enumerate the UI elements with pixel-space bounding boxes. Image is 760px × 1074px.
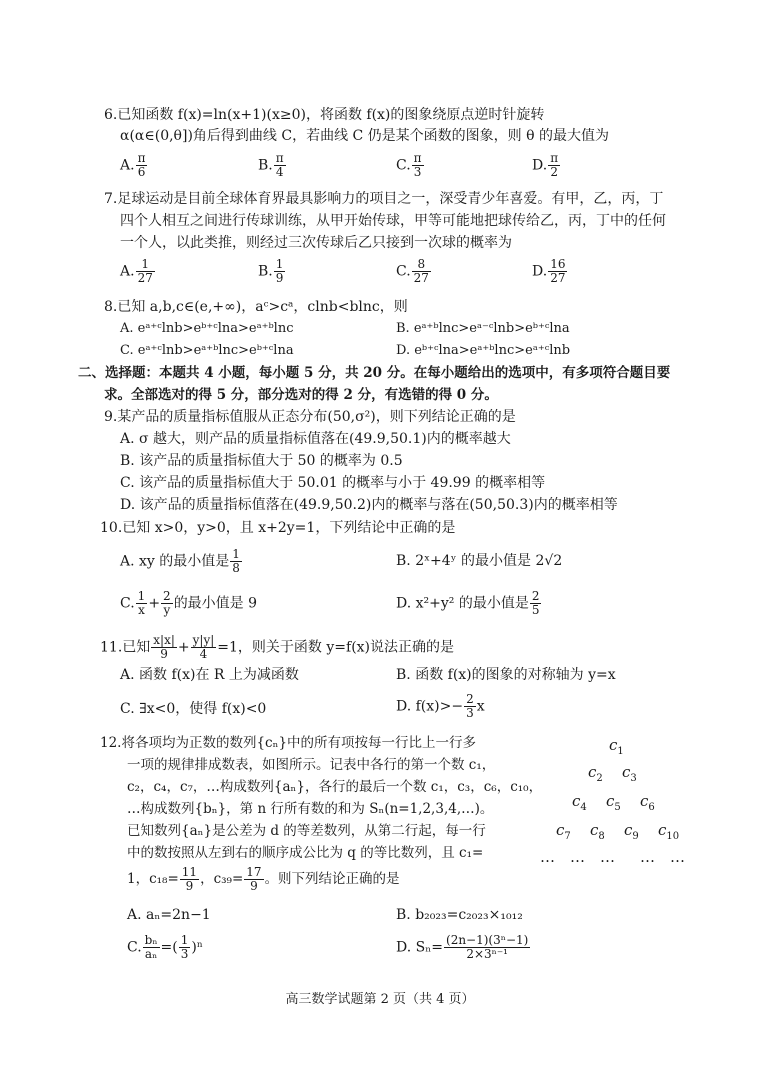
q9-option-b: B. 该产品的质量指标值大于 50 的概率为 0.5 (120, 453, 403, 469)
q10-c-frac1 (136, 590, 148, 617)
q11-option-d (396, 693, 485, 720)
q8-option-c: C. eᵃ⁺ᶜlnb>eᵃ⁺ᵇlnc>eᵇ⁺ᶜlna (120, 343, 294, 358)
q7-option-d (532, 258, 568, 285)
table-c3-base: c (622, 763, 631, 781)
q7-b-num: 1 (275, 257, 284, 271)
q11-f2-num: y|y| (192, 633, 215, 647)
q6-a-label: A. (120, 157, 135, 174)
q6-d-den: 2 (550, 165, 558, 179)
q10-c-label: C. (120, 595, 135, 612)
q11-f2-den: 4 (199, 647, 208, 661)
table-c5-sub: 5 (614, 802, 621, 813)
q11-f1-num: x|x| (153, 633, 175, 647)
q6-c-den: 3 (413, 165, 422, 179)
q6-d-frac (548, 152, 560, 179)
table-c10-sub: 10 (666, 831, 680, 842)
q7-d-den: 27 (550, 271, 566, 285)
q10-a-frac (230, 548, 242, 575)
q12-l7-mid: ，c₃₉= (200, 871, 244, 887)
q8-option-a: A. eᵃ⁺ᶜlnb>eᵇ⁺ᶜlna>eᵃ⁺ᵇlnc (120, 321, 294, 336)
q7-c-frac (412, 258, 431, 285)
q7-option-c (396, 258, 432, 285)
q11-option-a: A. 函数 f(x)在 R 上为减函数 (120, 667, 299, 683)
q12-c-frac (143, 934, 160, 961)
q10-d-text: D. x²+y² 的最小值是 (396, 595, 529, 612)
q6-c-label: C. (396, 157, 411, 174)
q12-line2: 一项的规律排成数表，如图所示。记表中各行的第一个数 c₁， (127, 757, 496, 773)
q12-line1: 12.将各项均为正数的数列{cₙ}中的所有项按每一行比上一行多 (100, 735, 477, 751)
table-c2-base: c (588, 763, 597, 781)
q12-c-label: C. (127, 939, 142, 956)
q7-a-label: A. (120, 263, 135, 280)
q12-c-den: aₙ (144, 947, 158, 961)
q12-c-in-den: 3 (180, 947, 189, 961)
table-c5-base: c (606, 792, 615, 810)
q12-line4: …构成数列{bₙ}，第 n 行所有数的和为 Sₙ(n=1,2,3,4,…)。 (127, 801, 494, 817)
q8-option-d: D. eᵇ⁺ᶜlna>eᵃ⁺ᵇlnc>eᵃ⁺ᶜlnb (396, 343, 571, 358)
table-c6 (640, 792, 655, 813)
table-c1-sub: 1 (617, 746, 624, 757)
q12-line3: c₂，c₄，c₇，…构成数列{aₙ}，各行的最后一个数 c₁，c₃，c₆，c₁₀， (127, 779, 543, 795)
q7-a-frac (136, 258, 155, 285)
q11-option-c: C. ∃x<0，使得 f(x)<0 (120, 701, 267, 717)
q12-c-in-num: 1 (180, 933, 189, 947)
q12-l7-pre: 1，c₁₈= (127, 871, 179, 887)
table-c4-base: c (572, 792, 581, 810)
q11-plus: + (177, 639, 190, 656)
q10-line1: 10.已知 x>0，y>0，且 x+2y=1，下列结论中正确的是 (100, 520, 456, 536)
table-c2-sub: 2 (596, 773, 603, 784)
table-c9 (624, 821, 639, 842)
q12-line6: 中的数按照从左到右的顺序成公比为 q 的等比数列，且 c₁= (127, 845, 484, 861)
table-dots-3: … (600, 848, 615, 866)
q7-line2: 四个人相互之间进行传球训练，从甲开始传球，甲等可能地把球传给乙，丙，丁中的任何 (120, 213, 666, 229)
q6-b-num: π (275, 151, 284, 165)
q12-c-num: bₙ (144, 933, 158, 947)
table-c7 (556, 821, 571, 842)
table-c3 (622, 763, 637, 784)
q7-d-frac (548, 258, 567, 285)
q7-a-num: 1 (136, 258, 155, 272)
q10-option-a (120, 548, 243, 575)
q12-c-in-frac (179, 934, 191, 961)
q11-frac1 (151, 634, 177, 661)
section2-heading-line1: 二、选择题：本题共 4 小题，每小题 5 分，共 20 分。在每小题给出的选项中，有多项符合题目要 (78, 365, 671, 381)
q10-option-c (120, 590, 257, 617)
q6-option-c (396, 152, 425, 179)
q9-option-d: D. 该产品的质量指标值落在(49.9,50.2)内的概率与落在(50,50.3)内的概率相等 (120, 497, 618, 513)
q10-a-num: 1 (232, 547, 240, 561)
table-c6-base: c (640, 792, 649, 810)
q12-l7-post: 。则下列结论正确的是 (264, 871, 400, 887)
q7-b-den: 9 (275, 271, 284, 285)
q12-option-d (396, 934, 531, 961)
q6-b-label: B. (258, 157, 273, 174)
q6-option-b (258, 152, 287, 179)
q6-b-den: 4 (275, 165, 284, 179)
table-c8-sub: 8 (598, 831, 605, 842)
q6-b-frac (274, 152, 286, 179)
q10-c-f1-den: x (138, 603, 145, 617)
q12-d-frac (444, 934, 530, 961)
q11-d-frac (464, 693, 476, 720)
q11-d-pre: D. f(x)>− (396, 698, 464, 715)
q12-c18-den: 9 (185, 879, 194, 893)
table-c2 (588, 763, 603, 784)
q10-d-frac (530, 590, 542, 617)
table-c5 (606, 792, 621, 813)
q10-c-f1-num: 1 (137, 589, 146, 603)
table-c1 (609, 736, 624, 757)
q12-line5: 已知数列{aₙ}是公差为 d 的等差数列，从第二行起，每一行 (127, 823, 486, 839)
table-c8 (590, 821, 605, 842)
q6-c-num: π (413, 151, 422, 165)
q6-a-den: 6 (137, 165, 146, 179)
table-c9-sub: 9 (632, 831, 639, 842)
q12-d-den: 2×3ⁿ⁻¹ (466, 947, 508, 961)
table-c10-base: c (658, 821, 667, 839)
q7-c-den: 27 (413, 271, 429, 285)
table-c7-sub: 7 (564, 831, 571, 842)
q6-d-label: D. (532, 157, 548, 174)
q12-c18-num: 11 (181, 865, 198, 879)
q7-b-label: B. (258, 263, 273, 280)
table-dots-4: … (640, 848, 655, 866)
q7-d-label: D. (532, 263, 548, 280)
q7-a-den: 27 (137, 271, 153, 285)
q12-c-end: )ⁿ (191, 939, 203, 956)
table-dots-2: … (570, 848, 585, 866)
q9-line1: 9.某产品的质量指标值服从正态分布(50,σ²)，则下列结论正确的是 (104, 409, 516, 425)
q12-option-a: A. aₙ=2n−1 (127, 907, 211, 923)
q6-d-num: π (550, 151, 559, 165)
q11-line1 (100, 634, 454, 661)
q7-line3: 一个人，以此类推，则经过三次传球后乙只接到一次球的概率为 (120, 235, 512, 251)
table-c3-sub: 3 (630, 773, 637, 784)
q9-option-a: A. σ 越大，则产品的质量指标值落在(49.9,50.1)内的概率越大 (120, 431, 511, 447)
table-c1-base: c (609, 736, 618, 754)
q10-a-den: 8 (232, 561, 240, 575)
table-dots-5: … (670, 848, 685, 866)
q12-option-b: B. b₂₀₂₃=c₂₀₂₃×₁₀₁₂ (396, 907, 523, 923)
q11-post: =1，则关于函数 y=f(x)说法正确的是 (217, 639, 455, 656)
table-c4 (572, 792, 587, 813)
q12-d-pre: D. Sₙ= (396, 939, 444, 956)
table-c4-sub: 4 (580, 802, 587, 813)
q7-option-a (120, 258, 156, 285)
table-c10 (658, 821, 679, 842)
table-c9-base: c (624, 821, 633, 839)
q11-option-b: B. 函数 f(x)的图象的对称轴为 y=x (396, 667, 616, 683)
q12-c39-num: 17 (246, 865, 262, 879)
q7-d-num: 16 (550, 257, 566, 271)
q12-c39-frac (244, 866, 263, 893)
q12-d-num: (2n−1)(3ⁿ−1) (446, 933, 529, 947)
q6-option-d (532, 152, 561, 179)
q12-option-c (127, 934, 203, 961)
q10-d-num: 2 (531, 589, 540, 603)
q11-f1-den: 9 (160, 647, 168, 661)
page-footer: 高三数学试题第 2 页（共 4 页） (285, 992, 475, 1007)
q7-c-label: C. (396, 263, 411, 280)
q12-c-eq: =( (160, 939, 178, 956)
table-c7-base: c (556, 821, 565, 839)
q10-c-f2-num: 2 (163, 589, 171, 603)
q6-a-frac (136, 152, 148, 179)
q11-d-den: 3 (466, 706, 474, 720)
table-dots-1: … (540, 848, 555, 866)
q6-line2: α(α∈(0,θ])角后得到曲线 C，若曲线 C 仍是某个函数的图象，则 θ 的最大值为 (120, 128, 610, 144)
q11-frac2 (191, 634, 217, 661)
q8-option-b: B. eᵃ⁺ᵇlnc>eᵃ⁻ᶜlnb>eᵇ⁺ᶜlna (396, 321, 570, 336)
q12-line7 (127, 866, 400, 893)
q10-a-text: A. xy 的最小值是 (120, 553, 230, 570)
q7-b-frac (274, 258, 286, 285)
q7-option-b (258, 258, 286, 285)
table-c6-sub: 6 (648, 802, 655, 813)
q6-c-frac (412, 152, 424, 179)
table-c8-base: c (590, 821, 599, 839)
q12-c18-frac (180, 866, 199, 893)
section2-heading-line2: 求。全部选对的得 5 分，部分选对的得 2 分，有选错的得 0 分。 (104, 387, 498, 403)
q10-option-d (396, 590, 542, 617)
q10-c-frac2 (161, 590, 173, 617)
q8-line1: 8.已知 a,b,c∈(e,+∞)，aᶜ>cᵃ，clnb<blnc，则 (104, 299, 408, 315)
q10-d-den: 5 (531, 603, 540, 617)
q11-d-post: x (476, 698, 485, 715)
q10-c-f2-den: y (163, 603, 171, 617)
q9-option-c: C. 该产品的质量指标值大于 50.01 的概率与小于 49.99 的概率相等 (120, 475, 546, 491)
q10-c-plus: + (148, 595, 161, 612)
q7-c-num: 8 (412, 258, 431, 272)
q12-c39-den: 9 (250, 879, 258, 893)
q10-c-text: 的最小值是 9 (173, 595, 258, 612)
q10-option-b: B. 2ˣ+4ʸ 的最小值是 2√2 (396, 553, 563, 569)
q11-pre: 11.已知 (100, 639, 151, 656)
q6-a-num: π (137, 151, 146, 165)
q6-option-a (120, 152, 148, 179)
q7-line1: 7.足球运动是目前全球体育界最具影响力的项目之一，深受青少年喜爱。有甲，乙，丙，丁 (104, 191, 664, 207)
q6-line1: 6.已知函数 f(x)=ln(x+1)(x≥0)，将函数 f(x)的图象绕原点逆时针旋转 (104, 107, 545, 123)
q11-d-num: 2 (466, 692, 474, 706)
